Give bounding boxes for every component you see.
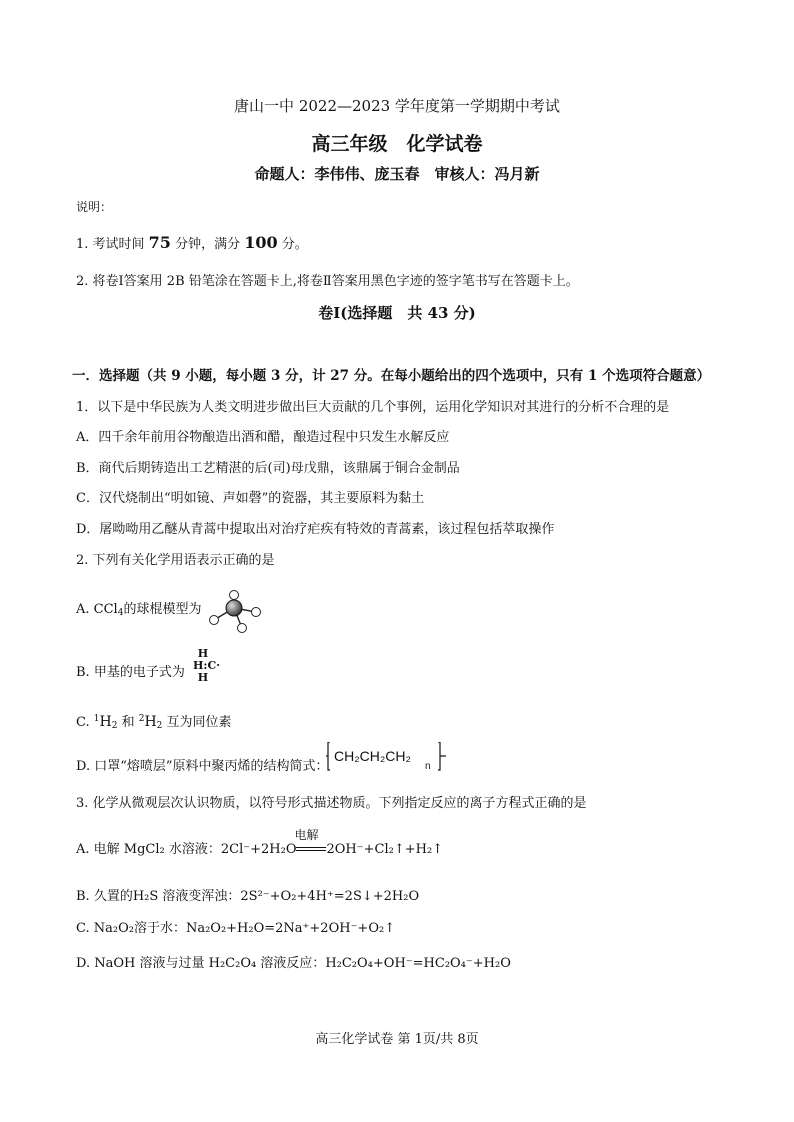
note-item-2: 2. 将卷Ⅰ答案用 2B 铅笔涂在答题卡上,将卷Ⅱ答案用黑色字迹的签字笔书写在答题卡上。 [76, 274, 579, 289]
q1-option-b: B．商代后期铸造出工艺精湛的后(司)母戊鼎，该鼎属于铜合金制品 [76, 461, 460, 476]
q3-stem: 3. 化学从微观层次认识物质，以符号形式描述物质。下列指定反应的离子方程式正确的是 [76, 796, 587, 811]
polypropylene-formula: $CH_2CH_2CH_2_n$ [326, 748, 425, 764]
ccl4-ball-stick-model [204, 590, 268, 638]
q2-option-a: A. CCl$_4$的球棍模型为 [76, 602, 202, 618]
q2-option-d: D. 口罩“熔喷层”原料中聚丙烯的结构简式： [76, 759, 329, 774]
q1-option-d: D．屠呦呦用乙醚从青蒿中提取出对治疗疟疾有特效的青蒿素，该过程包括萃取操作 [76, 522, 555, 537]
q2-option-c: C. $^1H_2$ 和 $^2H_2$ 互为同位素 [76, 714, 232, 731]
q1-stem: 1．以下是中华民族为人类文明进步做出巨大贡献的几个事例，运用化学知识对其进行的分析不合理的是 [76, 400, 670, 415]
exam-subtitle: 高三年级 化学试卷 [311, 133, 483, 155]
q3-option-d: D. NaOH 溶液与过量 H₂C₂O₄ 溶液反应：H₂C₂O₄+OH⁻=HC₂O₄⁻+H₂O [76, 956, 511, 971]
page-footer: 高三化学试卷 第 1页/共 8页 [315, 1032, 479, 1047]
part1-title: 卷Ⅰ(选择题 共 43 分) [318, 304, 476, 322]
q2-stem: 2. 下列有关化学用语表示正确的是 [76, 553, 275, 568]
q3-option-b: B. 久置的H₂S 溶液变浑浊：2S²⁻+O₂+4H⁺=2S↓+2H₂O [76, 889, 420, 904]
notes-label: 说明： [76, 200, 113, 214]
methyl-electron-formula: H H:C· H [193, 647, 221, 684]
q2-option-b: B. 甲基的电子式为 [76, 665, 185, 680]
q3-option-c: C. Na₂O₂溶于水：Na₂O₂+H₂O=2Na⁺+2OH⁻+O₂↑ [76, 921, 396, 936]
q1-option-c: C．汉代烧制出“明如镜、声如磬”的瓷器，其主要原料为黏土 [76, 491, 425, 506]
section-heading: 一．选择题（共 9 小题，每小题 3 分，计 27 分。在每小题给出的四个选项中，只有 1 个选项符合题意） [72, 368, 711, 384]
note-item-1: 1. 考试时间 75 分钟，满分 100 分。 [76, 233, 308, 252]
exam-title: 唐山一中 2022—2023 学年度第一学期期中考试 [234, 97, 560, 115]
q3-option-a: A. 电解 MgCl₂ 水溶液：2Cl⁻+2H₂O 电解 2OH⁻+Cl₂↑+H₂↑ [76, 827, 444, 857]
q1-option-a: A．四千余年前用谷物酿造出酒和醋，酿造过程中只发生水解反应 [76, 430, 450, 445]
exam-authors: 命题人：李伟伟、庞玉春 审核人：冯月新 [254, 165, 540, 183]
